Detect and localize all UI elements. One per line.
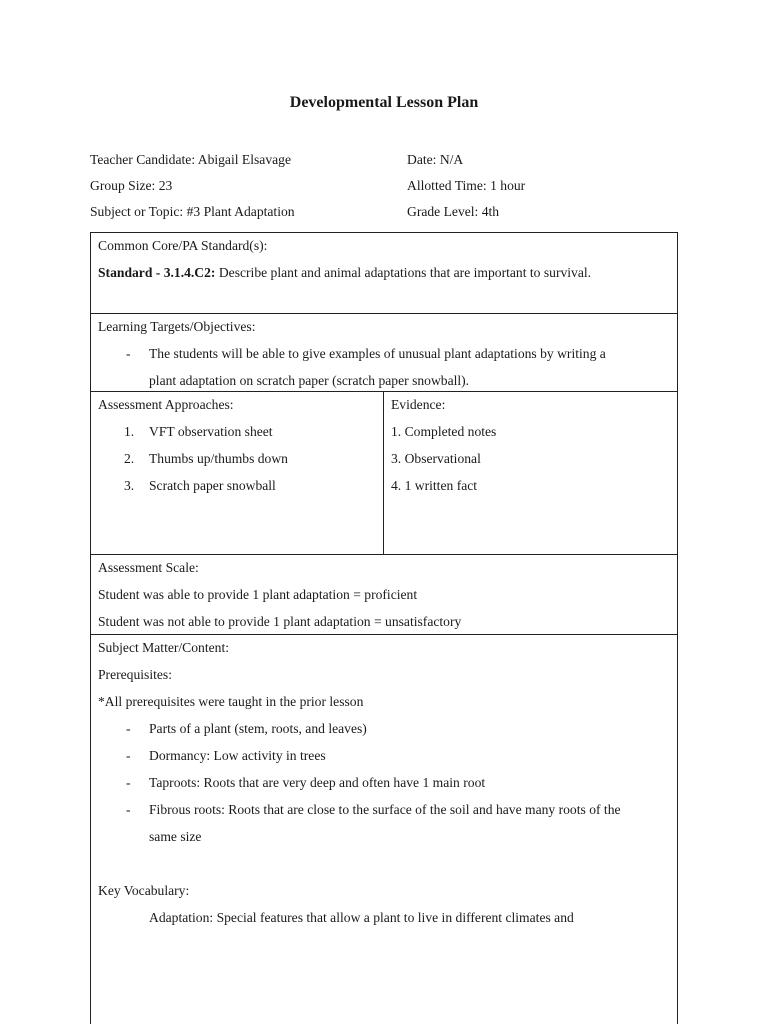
assessment-approaches — [91, 392, 384, 554]
evidence-item: 1. Completed notes — [391, 424, 497, 439]
assessment-scale-section — [91, 555, 677, 635]
assessment-section — [91, 392, 677, 555]
objective-line-2: plant adaptation on scratch paper (scratch paper snowball). — [149, 373, 470, 388]
grade-level: Grade Level: 4th — [407, 204, 500, 219]
vocab-adaptation: Adaptation: Special features that allow a plant to live in different climates and — [149, 910, 574, 925]
allotted-time: Allotted Time: 1 hour — [407, 178, 526, 193]
evidence-item: 4. 1 written fact — [391, 478, 478, 493]
prereq-label: Prerequisites: — [98, 667, 172, 682]
lesson-plan-table — [90, 232, 678, 1024]
assessment-label: Assessment Approaches: — [98, 397, 234, 412]
list-item — [98, 796, 670, 823]
bullet-marker: - — [126, 748, 131, 763]
evidence — [384, 392, 677, 554]
assessment-item — [98, 445, 376, 472]
list-item — [98, 715, 670, 742]
objective-item — [98, 340, 670, 367]
scale-proficient: Student was able to provide 1 plant adaptation = proficient — [98, 587, 418, 602]
bullet-marker: - — [126, 802, 131, 817]
spacer — [98, 850, 670, 877]
objectives-section — [91, 314, 677, 392]
list-item-text: Fibrous roots: Roots that are close to the surface of the soil and have many roots of the — [149, 802, 621, 817]
standard-text: Describe plant and animal adaptations that are important to survival. — [215, 265, 592, 280]
content-section — [91, 635, 677, 1025]
bullet-marker: - — [126, 346, 131, 361]
standard-code: Standard - 3.1.4.C2: — [98, 265, 216, 280]
list-item — [98, 742, 670, 769]
page-title: Developmental Lesson Plan — [289, 94, 479, 111]
list-item-text: Taproots: Roots that are very deep and often have 1 main root — [149, 775, 486, 790]
objectives-label: Learning Targets/Objectives: — [98, 319, 256, 334]
standard-line — [98, 259, 670, 286]
item-number: 2. — [124, 451, 135, 466]
objective-line-1: The students will be able to give examples of unusual plant adaptations by writing a — [149, 346, 606, 361]
standards-section — [91, 233, 677, 314]
content-label: Subject Matter/Content: — [98, 640, 230, 655]
standards-label: Common Core/PA Standard(s): — [98, 238, 268, 253]
item-text: Scratch paper snowball — [149, 478, 276, 493]
scale-unsatisfactory: Student was not able to provide 1 plant adaptation = unsatisfactory — [98, 614, 462, 629]
assessment-item — [98, 472, 376, 499]
evidence-label: Evidence: — [391, 397, 446, 412]
list-item-text: Parts of a plant (stem, roots, and leaves) — [149, 721, 367, 736]
date: Date: N/A — [407, 152, 464, 167]
item-text: Thumbs up/thumbs down — [149, 451, 288, 466]
list-item — [98, 769, 670, 796]
bullet-marker: - — [126, 775, 131, 790]
group-size: Group Size: 23 — [90, 178, 173, 193]
list-item-text: Dormancy: Low activity in trees — [149, 748, 326, 763]
item-number: 3. — [124, 478, 135, 493]
assessment-item — [98, 418, 376, 445]
evidence-item: 3. Observational — [391, 451, 481, 466]
vocab-label: Key Vocabulary: — [98, 883, 190, 898]
item-text: VFT observation sheet — [149, 424, 273, 439]
item-number: 1. — [124, 424, 135, 439]
teacher-candidate: Teacher Candidate: Abigail Elsavage — [90, 152, 291, 167]
subject-topic: Subject or Topic: #3 Plant Adaptation — [90, 204, 295, 219]
list-item-continuation: same size — [149, 829, 202, 844]
bullet-marker: - — [126, 721, 131, 736]
prereq-note: *All prerequisites were taught in the prior lesson — [98, 694, 364, 709]
scale-label: Assessment Scale: — [98, 560, 199, 575]
